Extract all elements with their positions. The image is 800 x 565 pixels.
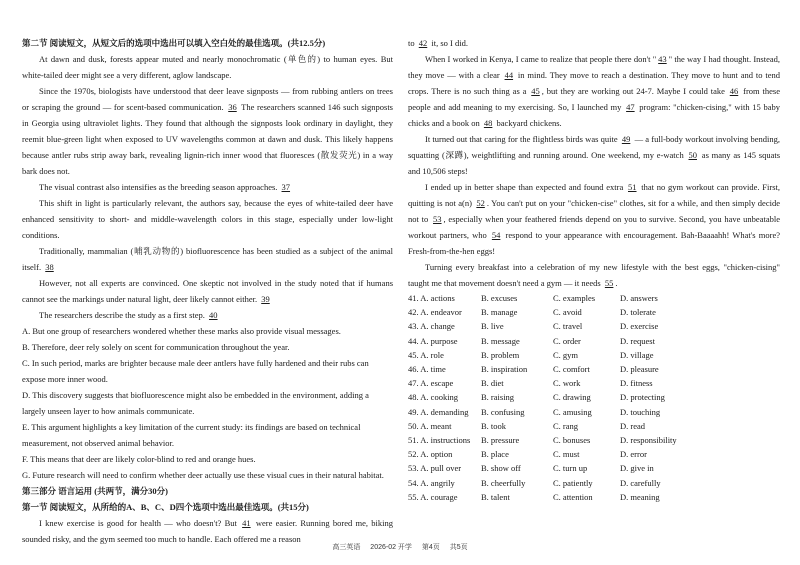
choice-50-c[interactable]: C. rang: [553, 420, 579, 431]
text-segment: , especially when your feathered friends depend on you to survive. Second, you have unbeatable workout partners, who: [408, 214, 780, 240]
choice-42-b[interactable]: B. manage: [481, 307, 518, 318]
text-segment: were easier. Running bored me, biking sounded risky, and the gym seemed too much to handle. Each offered me a reason: [22, 518, 393, 544]
choice-row: [408, 305, 677, 319]
blank-45[interactable]: 45: [531, 86, 540, 96]
choice-45-d[interactable]: D. village: [620, 349, 654, 360]
text-segment: to: [408, 38, 417, 48]
text-segment: , but they are working out 24-7. Maybe I could take: [541, 86, 728, 96]
choice-49-c[interactable]: C. amusing: [553, 406, 592, 417]
option-e: E. This argument highlights a key limitation of the current study: its findings are based on technical measurement, not observed animal behavior.: [22, 422, 361, 448]
choice-52-a[interactable]: 52. A. option: [408, 449, 453, 460]
choice-table: [408, 291, 677, 504]
blank-46[interactable]: 46: [729, 86, 739, 96]
choice-52-c[interactable]: C. must: [553, 449, 580, 460]
footer-page: 第4页: [421, 544, 440, 551]
text-segment: However, not all experts are convinced. One skeptic not involved in the study noted that if humans cannot see the markings under natural light, deer likely cannot either.: [22, 278, 393, 304]
blank-53[interactable]: 53: [433, 214, 442, 224]
choice-43-a[interactable]: 43. A. change: [408, 321, 455, 332]
choice-46-a[interactable]: 46. A. time: [408, 364, 446, 375]
blank-48[interactable]: 48: [483, 118, 493, 128]
choice-55-d[interactable]: D. meaning: [620, 491, 660, 502]
choice-49-a[interactable]: 49. A. demanding: [408, 406, 469, 417]
choice-52-b[interactable]: B. place: [481, 449, 509, 460]
passage-paragraph-3: [22, 179, 393, 195]
passage2-paragraph-3: [408, 131, 780, 179]
choice-54-d[interactable]: D. carefully: [620, 477, 661, 488]
choice-row: [408, 490, 677, 504]
blank-47[interactable]: 47: [626, 102, 635, 112]
choice-53-b[interactable]: B. show off: [481, 463, 521, 474]
choice-row: [408, 348, 677, 362]
option-a: A. But one group of researchers wondered whether these marks also provide visual messages.: [22, 326, 341, 336]
passage2-paragraph-2: [408, 51, 780, 131]
passage2-paragraph-5: [408, 259, 780, 291]
choice-48-b[interactable]: B. raising: [481, 392, 515, 403]
text-segment: I knew exercise is good for health — who doesn't? But: [39, 518, 241, 528]
choice-row: [408, 476, 677, 490]
choice-row: [408, 291, 677, 305]
choice-48-c[interactable]: C. drawing: [553, 392, 591, 403]
section1-heading: 第一节 阅读短文，从所给的A、B、C、D四个选项中选出最佳选项。(共15分): [22, 502, 309, 512]
choice-42-a[interactable]: 42. A. endeavor: [408, 307, 462, 318]
text-segment: When I worked in Kenya, I came to realize that people there don't ": [425, 54, 657, 64]
choice-row: [408, 390, 677, 404]
option-g: G. Future research will need to confirm whether deer actually use these visual cues in their natural habitat.: [22, 470, 384, 480]
choice-row: [408, 461, 677, 475]
choice-44-c[interactable]: C. order: [553, 335, 581, 346]
blank-41[interactable]: 41: [242, 518, 251, 528]
blank-37[interactable]: 37: [281, 182, 291, 192]
passage-paragraph-6: [22, 275, 393, 307]
text-segment: from these people and add meaning to my exercising. So, I launched my: [408, 86, 780, 112]
choice-41-d[interactable]: D. answers: [620, 293, 658, 303]
option-f: F. This means that deer are likely color-blind to red and orange hues.: [22, 454, 256, 464]
blank-49[interactable]: 49: [621, 134, 631, 144]
choice-44-a[interactable]: 44. A. purpose: [408, 335, 458, 346]
choice-41-a[interactable]: 41. A. actions: [408, 293, 455, 303]
choice-48-d[interactable]: D. protecting: [620, 392, 665, 403]
blank-42[interactable]: 42: [418, 38, 428, 48]
option-c: C. In such period, marks are brighter because male deer antlers have fully hardened and their rubs can expose more inner wood.: [22, 358, 369, 384]
passage-paragraph-4: This shift in light is particularly relevant, the authors say, because the eyes of white-tailed deer have enhanced sensitivity to short- and middle-wavelength colors in this stage, especially under low-light conditions.: [22, 198, 393, 240]
choice-row: [408, 405, 677, 419]
text-segment: The researchers describe the study as a first step.: [39, 310, 208, 320]
choice-41-b[interactable]: B. excuses: [481, 293, 518, 303]
passage-paragraph-1: At dawn and dusk, forests appear muted and nearly monochromatic (单色的) to human eyes. But white-tailed deer might see a very different, aglow landscape.: [22, 54, 393, 80]
text-segment: The visual contrast also intensifies as the breeding season approaches.: [39, 182, 280, 192]
choice-42-c[interactable]: C. avoid: [553, 307, 582, 318]
blank-44[interactable]: 44: [504, 70, 514, 80]
text-segment: it, so I did.: [429, 38, 468, 48]
choice-54-c[interactable]: C. patiently: [553, 477, 593, 488]
blank-55[interactable]: 55: [604, 278, 614, 288]
text-segment: Traditionally, mammalian (哺乳动物的) biofluorescence has been studied as a subject of the animal itself.: [22, 246, 393, 272]
footer-date: 2026-02 开学: [370, 544, 412, 551]
choice-43-c[interactable]: C. travel: [553, 321, 583, 332]
blank-51[interactable]: 51: [628, 182, 637, 192]
choice-table-body: [408, 291, 677, 504]
page-footer: [0, 542, 800, 552]
passage-paragraph-5: [22, 243, 393, 275]
choice-55-a[interactable]: 55. A. courage: [408, 491, 458, 502]
choice-46-d[interactable]: D. pleasure: [620, 364, 659, 375]
option-d: D. This discovery suggests that biofluorescence might also be embedded in the environment, adding a largely unseen layer to how animals communicate.: [22, 390, 369, 416]
choice-44-b[interactable]: B. message: [481, 335, 520, 346]
choice-50-b[interactable]: B. took: [481, 420, 507, 431]
choice-54-b[interactable]: B. cheerfully: [481, 477, 526, 488]
blank-38[interactable]: 38: [45, 262, 54, 272]
choice-48-a[interactable]: 48. A. cooking: [408, 392, 459, 403]
text-segment: program: "chicken-cising," with 15 baby chicks and a book on: [408, 102, 780, 128]
blank-43[interactable]: 43: [658, 54, 667, 64]
choice-53-d[interactable]: D. give in: [620, 463, 654, 474]
blank-36[interactable]: 36: [228, 102, 237, 112]
blank-40[interactable]: 40: [209, 310, 218, 320]
choice-42-d[interactable]: D. tolerate: [620, 307, 656, 318]
blank-52[interactable]: 52: [476, 198, 485, 208]
part3-heading: 第三部分 语言运用 (共两节，满分30分): [22, 486, 168, 496]
passage2-paragraph-4: [408, 179, 780, 259]
choice-52-d[interactable]: D. error: [620, 449, 647, 460]
choice-55-c[interactable]: C. attention: [553, 491, 593, 502]
choice-row: [408, 334, 677, 348]
choice-row: [408, 362, 677, 376]
choice-50-d[interactable]: D. read: [620, 420, 646, 431]
passage-paragraph-2: [22, 83, 393, 179]
text-segment: .: [615, 278, 618, 288]
choice-49-d[interactable]: D. touching: [620, 406, 661, 417]
text-segment: as many as 145 squats and 10,506 steps!: [408, 150, 781, 176]
choice-44-d[interactable]: D. request: [620, 335, 655, 346]
choice-51-b[interactable]: B. pressure: [481, 435, 520, 446]
choice-45-a[interactable]: 45. A. role: [408, 349, 444, 360]
choice-45-c[interactable]: C. gym: [553, 349, 579, 360]
choice-51-c[interactable]: C. bonuses: [553, 435, 591, 446]
choice-41-c[interactable]: C. examples: [553, 293, 596, 303]
choice-55-b[interactable]: B. talent: [481, 491, 510, 502]
text-segment: that no gym workout can provide. First, quitting is not a(n): [408, 182, 780, 208]
choice-49-b[interactable]: B. confusing: [481, 406, 525, 417]
choice-51-a[interactable]: 51. A. instructions: [408, 435, 471, 446]
blank-50[interactable]: 50: [688, 150, 697, 160]
option-b: B. Therefore, deer rely solely on scent for communication throughout the year.: [22, 342, 290, 352]
right-column: [408, 35, 780, 504]
choice-43-b[interactable]: B. live: [481, 321, 504, 332]
choice-row: [408, 376, 677, 390]
choice-46-b[interactable]: B. inspiration: [481, 364, 528, 375]
choice-45-b[interactable]: B. problem: [481, 349, 520, 360]
choice-54-a[interactable]: 54. A. angrily: [408, 477, 455, 488]
footer-subject: 高三英语: [332, 544, 361, 551]
choice-47-c[interactable]: C. work: [553, 378, 581, 389]
choice-50-a[interactable]: 50. A. meant: [408, 420, 452, 431]
choice-row: [408, 319, 677, 333]
choice-row: [408, 433, 677, 447]
choice-53-a[interactable]: 53. A. pull over: [408, 463, 462, 474]
left-column: [22, 35, 393, 547]
text-segment: in mind. They move to reach a destination. They move to hunt and to tend crops. There is no such thing as a: [408, 70, 780, 96]
text-segment: " the way I had thought. Instead, they move — with a clear: [408, 54, 780, 80]
choice-51-d[interactable]: D. responsibility: [620, 435, 677, 446]
section2-heading: 第二节 阅读短文，从短文后的选项中选出可以填入空白处的最佳选项。(共12.5分): [22, 38, 326, 48]
choice-53-c[interactable]: C. turn up: [553, 463, 588, 474]
choice-row: [408, 419, 677, 433]
text-segment: Turning every breakfast into a celebration of my new lifestyle with the best eggs, "chicken-cising" taught me that movement doesn't need a gym — it needs: [408, 262, 780, 288]
choice-row: [408, 447, 677, 461]
choice-47-d[interactable]: D. fitness: [620, 378, 653, 389]
blank-54[interactable]: 54: [491, 230, 501, 240]
passage2-continuation: [408, 35, 780, 51]
text-segment: — a full-body workout involving bending, squatting (深蹲), weightlifting and running around. One weekend, my e-watch: [408, 134, 780, 160]
text-segment: The researchers scanned 146 such signposts in Georgia using ultraviolet lights. They found that although the signposts look ordinary in daylight, they reemit blue-green light when exposed to UV wavelengths common at dawn and dusk. This likely happens because antler rubs strip away bark, revealing lignin-rich inner wood that fluoresces (散发荧光) in a way bark does not.: [22, 102, 393, 176]
text-segment: backyard chickens.: [494, 118, 562, 128]
text-segment: It turned out that caring for the flightless birds was quite: [425, 134, 620, 144]
choice-43-d[interactable]: D. exercise: [620, 321, 659, 332]
choice-47-b[interactable]: B. diet: [481, 378, 504, 389]
text-segment: respond to your appearance with encouragement. Bah-Baaaahh! What's more? Fresh-from-the-hen eggs!: [408, 230, 780, 256]
choice-46-c[interactable]: C. comfort: [553, 364, 590, 375]
footer-total: 共5页: [449, 544, 468, 551]
text-segment: . You can't put on your "chicken-cise" clothes, sit for a while, and then simply decide not to: [408, 198, 780, 224]
blank-39[interactable]: 39: [261, 294, 270, 304]
passage-paragraph-7: [22, 307, 393, 323]
text-segment: I ended up in better shape than expected and found extra: [425, 182, 627, 192]
choice-47-a[interactable]: 47. A. escape: [408, 378, 454, 389]
text-segment: Since the 1970s, biologists have understood that deer leave signposts — from rubbing antlers on trees or scraping the ground — for scent-based communication.: [22, 86, 393, 112]
